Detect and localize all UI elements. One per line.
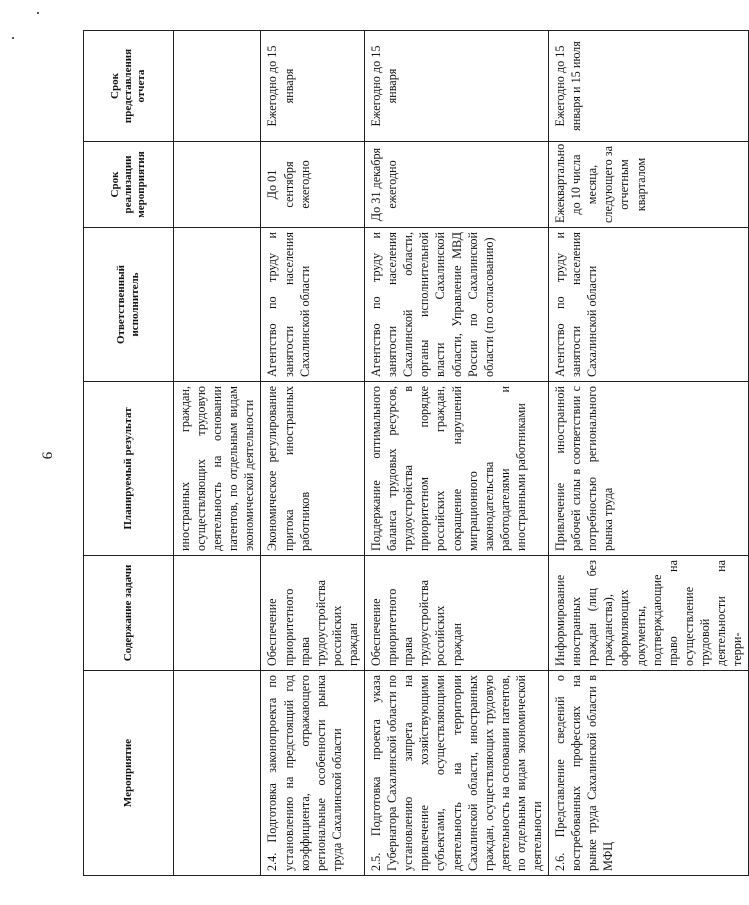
cell-event: 2.5. Подготовка проекта указа Губернатора Сахалинской области по установлению запрета на привлечение хозяйствующими субъектами, осуществляющими деятельность на территории Сахалинской области, иностранных граждан, осуществляющих трудовую деятельность на основании патентов, по отдельным видам экономической деятельности: [365, 671, 549, 876]
header-tasks: Содержание задачи: [84, 556, 174, 671]
header-report: Срок представления отчета: [84, 31, 174, 142]
cell-deadline: До 01 сентября ежегодно: [261, 142, 365, 228]
table-header-row: [84, 31, 174, 876]
table-row: [174, 31, 261, 876]
table-row: [549, 31, 749, 876]
table-row: [365, 31, 549, 876]
cell-report: [174, 31, 261, 142]
cell-report: Ежегодно до 15 января: [261, 31, 365, 142]
header-event: Мероприятие: [84, 671, 174, 876]
cell-executor: [174, 228, 261, 382]
cell-event: 2.4. Подготовка законопроекта по установлению на предстоящий год коэффициента, отражающего региональные особенности рынка труда Сахалинской области: [261, 671, 365, 876]
cell-report: Ежегодно до 15 января и 15 июля: [549, 31, 749, 142]
cell-deadline: [174, 142, 261, 228]
rotated-table-wrapper: [83, 31, 745, 876]
scan-speck: [37, 12, 39, 14]
cell-event: 2.6. Представление сведений о востребованных профессиях на рынке труда Сахалинской области в МФЦ: [549, 671, 749, 876]
cell-event: [174, 671, 261, 876]
cell-result: Экономическое регулирование притока иностранных работников: [261, 382, 365, 556]
cell-result: иностранных граждан, осуществляющих трудовую деятельность на основании патентов, по отдельным видам экономической деятельности: [174, 382, 261, 556]
cell-tasks: Обеспечение приоритетного права трудоустройства российских граждан: [365, 556, 549, 671]
cell-tasks: [174, 556, 261, 671]
cell-deadline: До 31 декабря ежегодно: [365, 142, 549, 228]
cell-deadline: Ежеквартально до 10 числа месяца, следующего за отчетным кварталом: [549, 142, 749, 228]
cell-executor: Агентство по труду и занятости населения Сахалинской области: [549, 228, 749, 382]
scan-speck: [12, 37, 14, 39]
page-number: 9: [38, 451, 55, 460]
cell-report: Ежегодно до 15 января: [365, 31, 549, 142]
cell-executor: Агентство по труду и занятости населения Сахалинской области: [261, 228, 365, 382]
table-row: [261, 31, 365, 876]
cell-result: Поддержание оптимального баланса трудовых ресурсов, трудоустройства в приоритетном порядке российских граждан, сокращение нарушений миграционного законодательства работодателями и иностранными работниками: [365, 382, 549, 556]
cell-tasks: Обеспечение приоритетного права трудоустройства российских граждан: [261, 556, 365, 671]
measures-table: [83, 30, 749, 876]
cell-tasks: Информирование иностранных граждан (лиц без гражданства), оформляющих документы, подтверждающие право на осуществление трудовой деятельности на терри-: [549, 556, 749, 671]
cell-result: Привлечение иностранной рабочей силы в соответствии с потребностью регионального рынка труда: [549, 382, 749, 556]
header-deadline: Срок реализации мероприятия: [84, 142, 174, 228]
cell-executor: Агентство по труду и занятости населения Сахалинской области, органы исполнительной власти Сахалинской области, Управление МВД России по Сахалинской области (по согласованию): [365, 228, 549, 382]
header-executor: Ответственный исполнитель: [84, 228, 174, 382]
header-result: Планируемый результат: [84, 382, 174, 556]
